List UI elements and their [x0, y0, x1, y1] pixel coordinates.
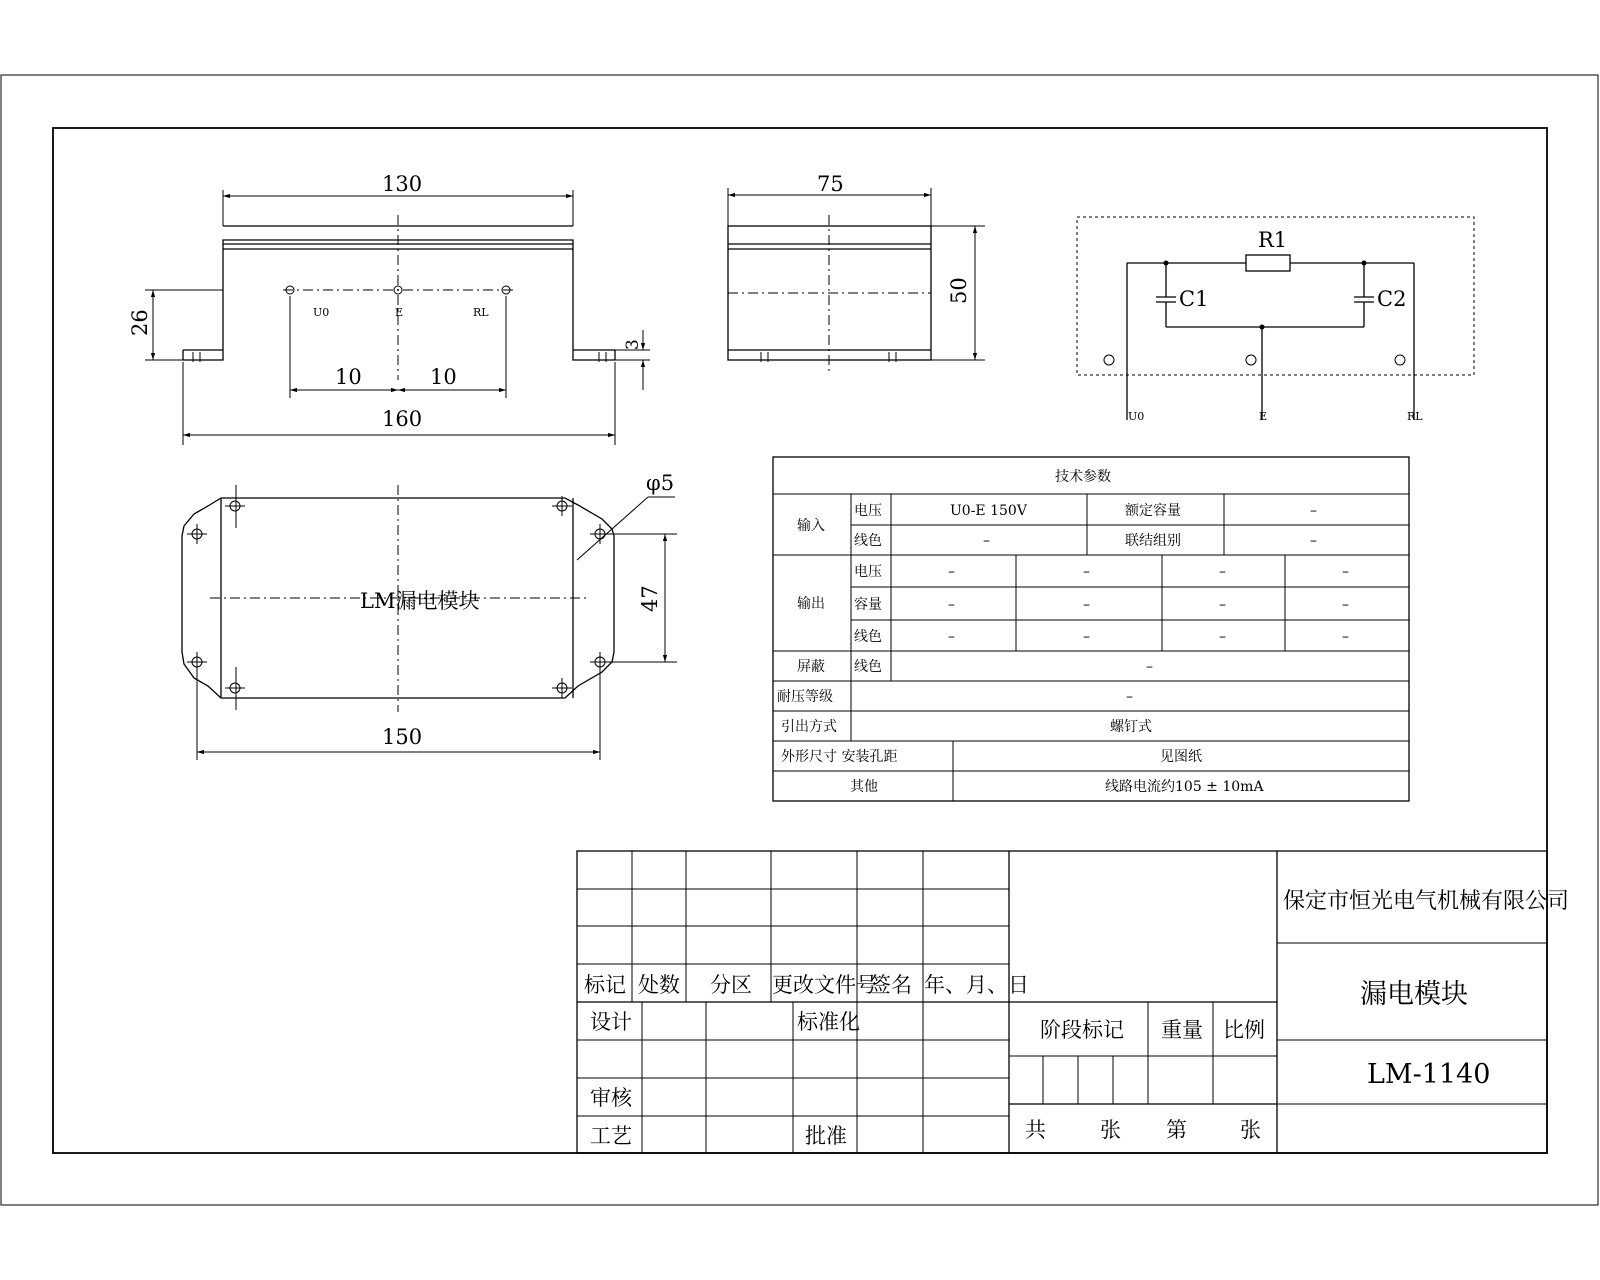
output-cell: – [1083, 564, 1090, 580]
label-r1: R1 [1258, 228, 1288, 252]
dim-front-width: 130 [382, 172, 423, 196]
tb-mark: 标记 [584, 973, 626, 997]
dim-hole-spacing-h: 150 [382, 725, 423, 749]
shield-label: 屏蔽 [797, 659, 825, 675]
title-block [577, 851, 1569, 1153]
tb-total: 共 [1025, 1118, 1046, 1142]
top-view-label: LM漏电模块 [360, 589, 480, 613]
dim-pitch-left: 10 [335, 365, 362, 389]
wire-color-value: – [983, 533, 990, 549]
dim-side-width: 75 [817, 172, 844, 196]
tb-weight: 重量 [1161, 1018, 1203, 1042]
tb-process: 工艺 [590, 1124, 632, 1148]
label-rl: RL [1407, 410, 1423, 423]
tb-sign: 签名 [870, 973, 912, 997]
side-view [728, 172, 985, 375]
output-cell: – [948, 597, 955, 613]
out-capacity-label: 容量 [854, 597, 882, 613]
schematic [1077, 217, 1474, 423]
voltage-label: 电压 [854, 503, 882, 519]
terminal-circle-e [1246, 355, 1256, 365]
output-label: 输出 [797, 596, 825, 612]
wire-color-label: 线色 [854, 533, 882, 549]
tb-scale: 比例 [1223, 1018, 1265, 1042]
output-cell: – [1219, 597, 1226, 613]
tb-count: 处数 [638, 973, 680, 997]
tb-sheet: 张 [1100, 1118, 1121, 1142]
tb-change-doc: 更改文件号 [772, 973, 877, 997]
out-voltage-label: 电压 [854, 564, 882, 580]
tb-sheet2: 张 [1240, 1118, 1261, 1142]
part-name: 漏电模块 [1360, 979, 1468, 1010]
link-group-label: 联结组别 [1125, 533, 1181, 549]
top-view [182, 471, 677, 760]
leadout-value: 螺钉式 [1110, 719, 1152, 735]
terminal-circle-u0 [1104, 355, 1114, 365]
label-c1: C1 [1179, 287, 1209, 311]
front-view [128, 172, 650, 445]
output-cell: – [948, 564, 955, 580]
dims-label: 外形尺寸 安装孔距 [781, 749, 898, 765]
part-number: LM-1140 [1367, 1059, 1491, 1090]
terminal-label-u0: U0 [313, 306, 330, 319]
tb-page-no: 第 [1166, 1118, 1187, 1142]
dim-pitch-right: 10 [430, 365, 457, 389]
output-cell: – [1083, 597, 1090, 613]
shield-color-label: 线色 [854, 659, 882, 675]
dim-flange-thickness: 3 [623, 339, 643, 350]
output-cell: – [1342, 564, 1349, 580]
other-value: 线路电流约105 ± 10mA [1105, 779, 1264, 795]
rated-capacity-value: – [1310, 503, 1317, 519]
output-cell: – [1219, 629, 1226, 645]
label-e: E [1259, 410, 1268, 423]
label-u0: U0 [1128, 410, 1145, 423]
dim-hole-spacing-v: 47 [638, 585, 662, 612]
company-name: 保定市恒光电气机械有限公司 [1283, 889, 1570, 914]
tb-stage-mark: 阶段标记 [1040, 1018, 1124, 1042]
tb-design: 设计 [590, 1010, 632, 1034]
tb-approve: 批准 [805, 1124, 847, 1148]
rated-capacity-label: 额定容量 [1125, 503, 1181, 519]
output-cell: – [1342, 597, 1349, 613]
output-cell: – [948, 629, 955, 645]
voltage-value: U0-E 150V [950, 503, 1027, 519]
input-label: 输入 [797, 518, 825, 534]
terminal-label-rl: RL [473, 306, 489, 319]
other-label: 其他 [850, 779, 878, 795]
tb-review: 审核 [590, 1086, 632, 1110]
shield-value: – [1146, 659, 1153, 675]
withstand-value: – [1126, 689, 1133, 705]
out-color-label: 线色 [854, 629, 882, 645]
dim-overall-width: 160 [382, 407, 423, 431]
dim-hole-diameter: φ5 [646, 471, 675, 495]
terminal-circle-rl [1395, 355, 1405, 365]
output-cell: – [1219, 564, 1226, 580]
dims-value: 见图纸 [1160, 749, 1202, 765]
params-title: 技术参数 [1055, 469, 1111, 485]
output-cell: – [1342, 629, 1349, 645]
label-c2: C2 [1377, 287, 1407, 311]
terminal-label-e: E [395, 306, 404, 319]
tech-params-table [773, 457, 1409, 801]
output-cell: – [1083, 629, 1090, 645]
dim-side-height: 50 [947, 277, 971, 304]
inner-border [53, 128, 1547, 1153]
link-group-value: – [1310, 533, 1317, 549]
resistor-r1 [1246, 255, 1290, 271]
tb-standardize: 标准化 [797, 1010, 860, 1034]
leadout-label: 引出方式 [781, 719, 837, 735]
tb-date: 年、月、日 [924, 973, 1029, 997]
tb-zone: 分区 [710, 973, 752, 997]
withstand-label: 耐压等级 [777, 689, 833, 705]
dim-front-height: 26 [128, 309, 152, 336]
